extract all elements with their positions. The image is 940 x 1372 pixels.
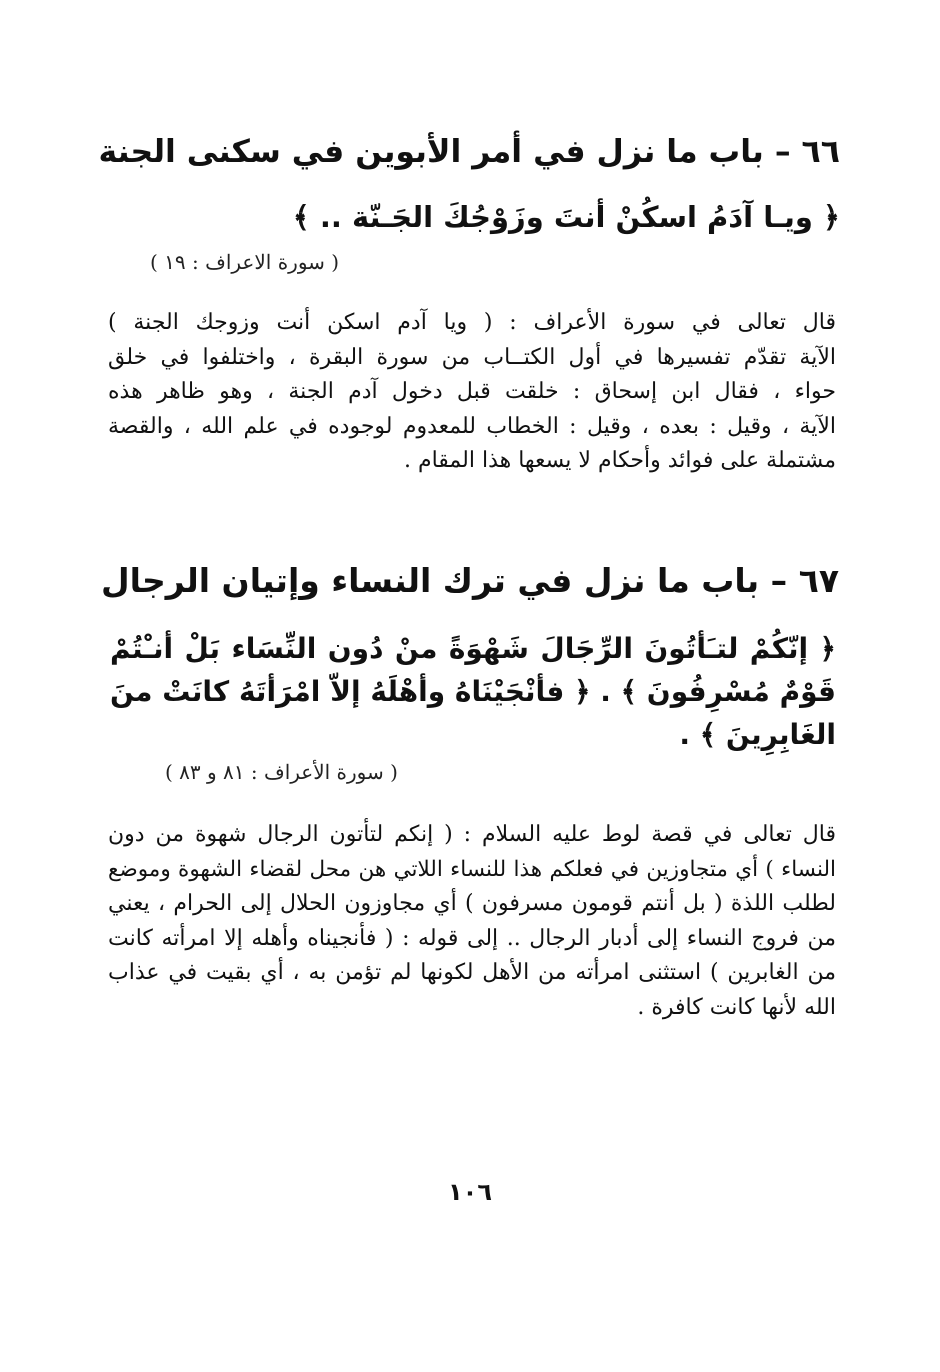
- section-67-commentary: [108, 818, 836, 1025]
- commentary-line: النساء ) أي متجاوزين في فعلكم هذا للنساء اللاتي هن محل لقضاء الشهوة وموضع: [108, 856, 836, 882]
- commentary-line: قال تعالى في قصة لوط عليه السلام : ( إنكم لتأتون الرجال شهوة من دون: [108, 822, 836, 847]
- section-66-citation: ( سورة الاعراف : ١٩ ): [150, 250, 340, 274]
- commentary-line: الآية ، وقيل : بعده ، وقيل : الخطاب للمعدوم لوجوده في علم الله ، والقصة: [108, 413, 836, 439]
- commentary-line: حواء ، فقال ابن إسحاق : خلقت قبل دخول آدم الجنة ، وهو ظاهر هذه: [108, 379, 836, 404]
- section-66-heading: ٦٦ – باب ما نزل في أمر الأبوين في سكنى الجنة: [98, 134, 840, 170]
- commentary-line: لطلب اللذة ( بل أنتم قومون مسرفون ) أي مجاوزون الحلال إلى الحرام ، يعني: [108, 891, 836, 916]
- commentary-line: مشتملة على فوائد وأحكام لا يسعها هذا المقام .: [403, 448, 836, 473]
- commentary-line: من فروج النساء إلى أدبار الرجال .. إلى قوله : ( فأنجيناه وأهله إلا امرأته كانت: [108, 925, 836, 951]
- verse-line: الغَابِرِينَ ﴾ .: [679, 718, 836, 751]
- section-67-quran-verse: [110, 627, 836, 756]
- section-66-quran-verse: ﴿ ويـا آدَمُ اسكُنْ أنتَ وزَوْجُكَ الجَـنّة .. ﴾: [292, 200, 840, 234]
- page-number: ١٠٦: [448, 1178, 492, 1206]
- section-67-citation: ( سورة الأعراف : ٨١ و ٨٣ ): [165, 760, 398, 784]
- verse-line: ﴿ إنّكُمْ لتـَأتُونَ الرِّجَالَ شَهْوَةً منْ دُون النِّسَاء بَلْ أنـْتُمْ: [110, 632, 836, 665]
- verse-line: قَوْمٌ مُسْرِفُونَ ﴾ . ﴿ فأنْجَيْنَاهُ وأهْلَهُ إلاّ امْرَأتَهُ كانَتْ منَ: [109, 675, 836, 708]
- section-66-commentary: [108, 306, 836, 479]
- commentary-line: قال تعالى في سورة الأعراف : ( ويا آدم اسكن أنت وزوجك الجنة ): [108, 310, 836, 335]
- section-67-heading: ٦٧ – باب ما نزل في ترك النساء وإتيان الرجال: [101, 561, 839, 600]
- commentary-line: من الغابرين ) استثنى امرأته من الأهل لكونها لم تؤمن به ، أي بقيت في عذاب: [108, 960, 836, 985]
- commentary-line: الآية تقدّم تفسيرها في أول الكتــاب من سورة البقرة ، واختلفوا في خلق: [108, 344, 836, 370]
- commentary-line: الله لأنها كانت كافرة .: [637, 994, 836, 1020]
